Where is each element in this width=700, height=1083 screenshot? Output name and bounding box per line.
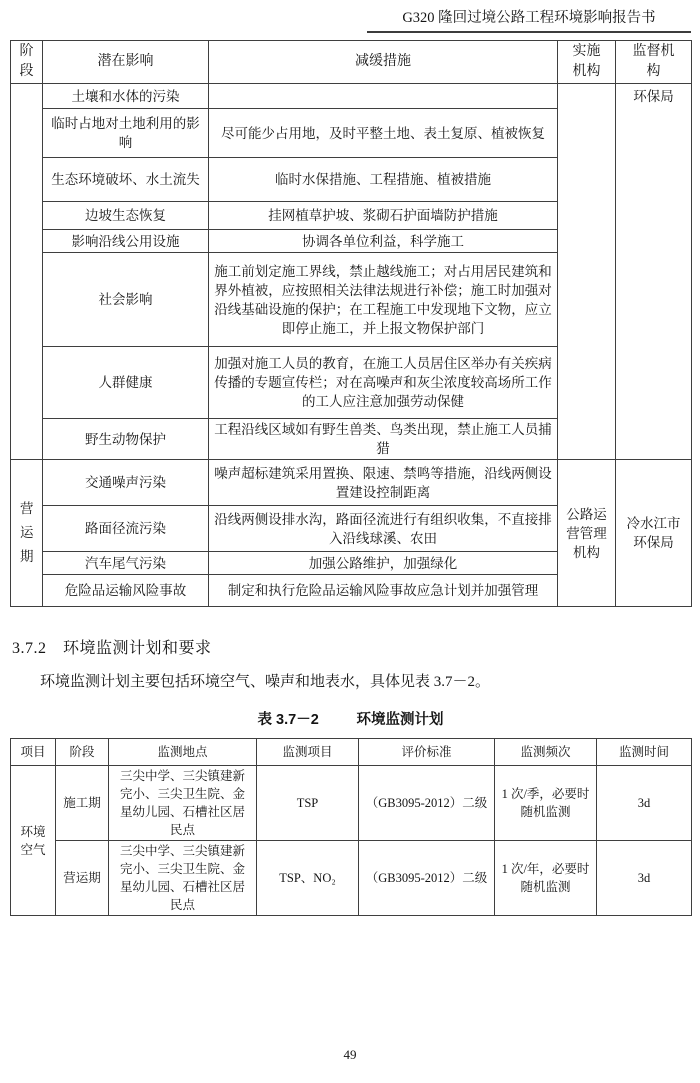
table-caption — [10, 708, 691, 729]
duration-cell: 3d — [597, 766, 692, 841]
implementer-cell: 公路运营管理机构 — [558, 460, 616, 607]
standard-cell: （GB3095-2012）二级 — [359, 841, 495, 916]
col-header-measures: 减缓措施 — [209, 41, 558, 84]
running-title: G320 隆回过境公路工程环境影响报告书 — [367, 8, 691, 33]
location-cell: 三尖中学、三尖镇建新完小、三尖卫生院、金星幼儿园、石槽社区居民点 — [109, 841, 257, 916]
measure-cell: 沿线两侧设排水沟，路面径流进行有组织收集，不直接排入沿线球溪、农田 — [209, 506, 558, 552]
frequency-cell: 1 次/年，必要时随机监测 — [495, 841, 597, 916]
table-row — [11, 460, 692, 506]
table-row — [11, 841, 692, 916]
impact-cell: 路面径流污染 — [43, 506, 209, 552]
measure-cell — [209, 84, 558, 109]
monitoring-table-header-row — [11, 739, 692, 766]
mitigation-table — [10, 40, 692, 607]
phase-cell: 营运期 — [56, 841, 109, 916]
mitigation-table-header-row — [11, 41, 692, 84]
impact-cell: 野生动物保护 — [43, 419, 209, 460]
measure-cell: 施工前划定施工界线，禁止越线施工；对占用居民建筑和界外植被，应按照相关法律法规进行补偿；施工时加强对沿线基础设施的保护；在工程施工中发现地下文物，应立即停止施工，并上报文物保护部门 — [209, 253, 558, 347]
impact-cell: 临时占地对土地利用的影响 — [43, 109, 209, 158]
measure-cell: 临时水保措施、工程措施、植被措施 — [209, 158, 558, 202]
duration-cell: 3d — [597, 841, 692, 916]
stage-cell-operation: 营运期 — [11, 460, 43, 607]
impact-cell: 社会影响 — [43, 253, 209, 347]
section-heading: 3.7.2 环境监测计划和要求 — [12, 640, 212, 657]
phase-cell: 施工期 — [56, 766, 109, 841]
measure-cell: 挂网植草护坡、浆砌石护面墙防护措施 — [209, 202, 558, 230]
impact-cell: 危险品运输风险事故 — [43, 575, 209, 607]
impact-cell: 人群健康 — [43, 347, 209, 419]
measure-cell: 工程沿线区域如有野生兽类、鸟类出现，禁止施工人员捕猎 — [209, 419, 558, 460]
implementer-cell — [558, 84, 616, 460]
supervisor-cell: 环保局 — [616, 84, 692, 460]
col-header-impact: 潜在影响 — [43, 41, 209, 84]
monitoring-table — [10, 738, 692, 916]
col-header-implementer: 实施机构 — [558, 41, 616, 84]
col-header-duration: 监测时间 — [597, 739, 692, 766]
stage-cell-construction — [11, 84, 43, 460]
measure-cell: 加强公路维护，加强绿化 — [209, 552, 558, 575]
impact-cell: 边坡生态恢复 — [43, 202, 209, 230]
project-cell: TSP、NO₂ — [257, 841, 359, 916]
impact-cell: 交通噪声污染 — [43, 460, 209, 506]
page-header — [10, 8, 691, 33]
table-caption-title: 环境监测计划 — [356, 712, 444, 728]
col-header-frequency: 监测频次 — [495, 739, 597, 766]
impact-cell: 汽车尾气污染 — [43, 552, 209, 575]
impact-cell: 土壤和水体的污染 — [43, 84, 209, 109]
standard-cell: （GB3095-2012）二级 — [359, 766, 495, 841]
measure-cell: 协调各单位利益，科学施工 — [209, 230, 558, 253]
body-paragraph: 环境监测计划主要包括环境空气、噪声和地表水，具体见表 3.7－2。 — [40, 674, 491, 690]
col-header-item: 项目 — [11, 739, 56, 766]
col-header-stage: 阶段 — [11, 41, 43, 84]
measure-cell: 制定和执行危险品运输风险事故应急计划并加强管理 — [209, 575, 558, 607]
col-header-location: 监测地点 — [109, 739, 257, 766]
impact-cell: 影响沿线公用设施 — [43, 230, 209, 253]
frequency-cell: 1 次/季，必要时随机监测 — [495, 766, 597, 841]
location-cell: 三尖中学、三尖镇建新完小、三尖卫生院、金星幼儿园、石槽社区居民点 — [109, 766, 257, 841]
impact-cell: 生态环境破坏、水土流失 — [43, 158, 209, 202]
col-header-standard: 评价标准 — [359, 739, 495, 766]
col-header-project: 监测项目 — [257, 739, 359, 766]
item-cell: 环境空气 — [11, 766, 56, 916]
col-header-phase: 阶段 — [56, 739, 109, 766]
measure-cell: 噪声超标建筑采用置换、限速、禁鸣等措施，沿线两侧设置建设控制距离 — [209, 460, 558, 506]
table-caption-label: 表 3.7－2 — [257, 712, 319, 728]
page-number: 49 — [343, 1047, 357, 1062]
measure-cell: 尽可能少占用地，及时平整土地、表土复原、植被恢复 — [209, 109, 558, 158]
supervisor-cell: 冷水江市环保局 — [616, 460, 692, 607]
project-cell: TSP — [257, 766, 359, 841]
col-header-supervisor: 监督机构 — [616, 41, 692, 84]
measure-cell: 加强对施工人员的教育，在施工人员居住区举办有关疾病传播的专题宣传栏；对在高噪声和灰尘浓度较高场所工作的工人应注意加强劳动保健 — [209, 347, 558, 419]
table-row — [11, 766, 692, 841]
table-row — [11, 84, 692, 109]
